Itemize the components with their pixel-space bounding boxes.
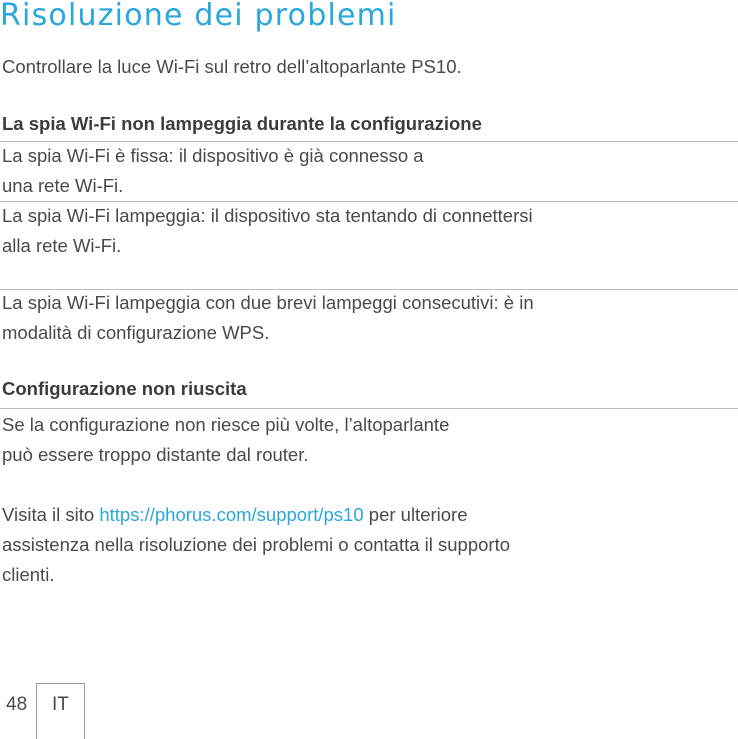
setup-failed-text-line2: può essere troppo distante dal router.: [2, 444, 309, 465]
support-prefix: Visita il sito: [2, 504, 100, 525]
section-heading-setup-failed: Configurazione non riuscita: [2, 378, 247, 399]
setup-failed-text-line1: Se la configurazione non riesce più volte, l’altoparlante: [2, 414, 450, 435]
support-link[interactable]: https://phorus.com/support/ps10: [99, 504, 364, 525]
support-text-line1: [2, 500, 468, 530]
intro-text: Controllare la luce Wi-Fi sul retro dell’altoparlante PS10.: [2, 56, 462, 77]
wifi-wps-text-line1: La spia Wi-Fi lampeggia con due brevi lampeggi consecutivi: è in: [2, 292, 534, 313]
page-number: 48: [6, 694, 28, 715]
wifi-blinking-text-line2: alla rete Wi-Fi.: [2, 235, 122, 256]
wifi-wps-text-line2: modalità di configurazione WPS.: [2, 322, 270, 343]
support-text-line2: assistenza nella risoluzione dei problemi o contatta il supporto: [2, 534, 511, 555]
section-heading-wifi-light: La spia Wi-Fi non lampeggia durante la configurazione: [2, 113, 482, 134]
wifi-blinking-text-line1: La spia Wi-Fi lampeggia: il dispositivo sta tentando di connettersi: [2, 205, 533, 226]
wifi-solid-text-line2: una rete Wi-Fi.: [2, 175, 124, 196]
support-suffix: per ulteriore: [363, 504, 468, 525]
wifi-solid-text-line1: La spia Wi-Fi è fissa: il dispositivo è già connesso a: [2, 145, 424, 166]
support-text-line3: clienti.: [2, 564, 55, 585]
divider: [0, 408, 738, 409]
language-label: IT: [52, 694, 69, 715]
page-title: Risoluzione dei problemi: [0, 0, 397, 33]
